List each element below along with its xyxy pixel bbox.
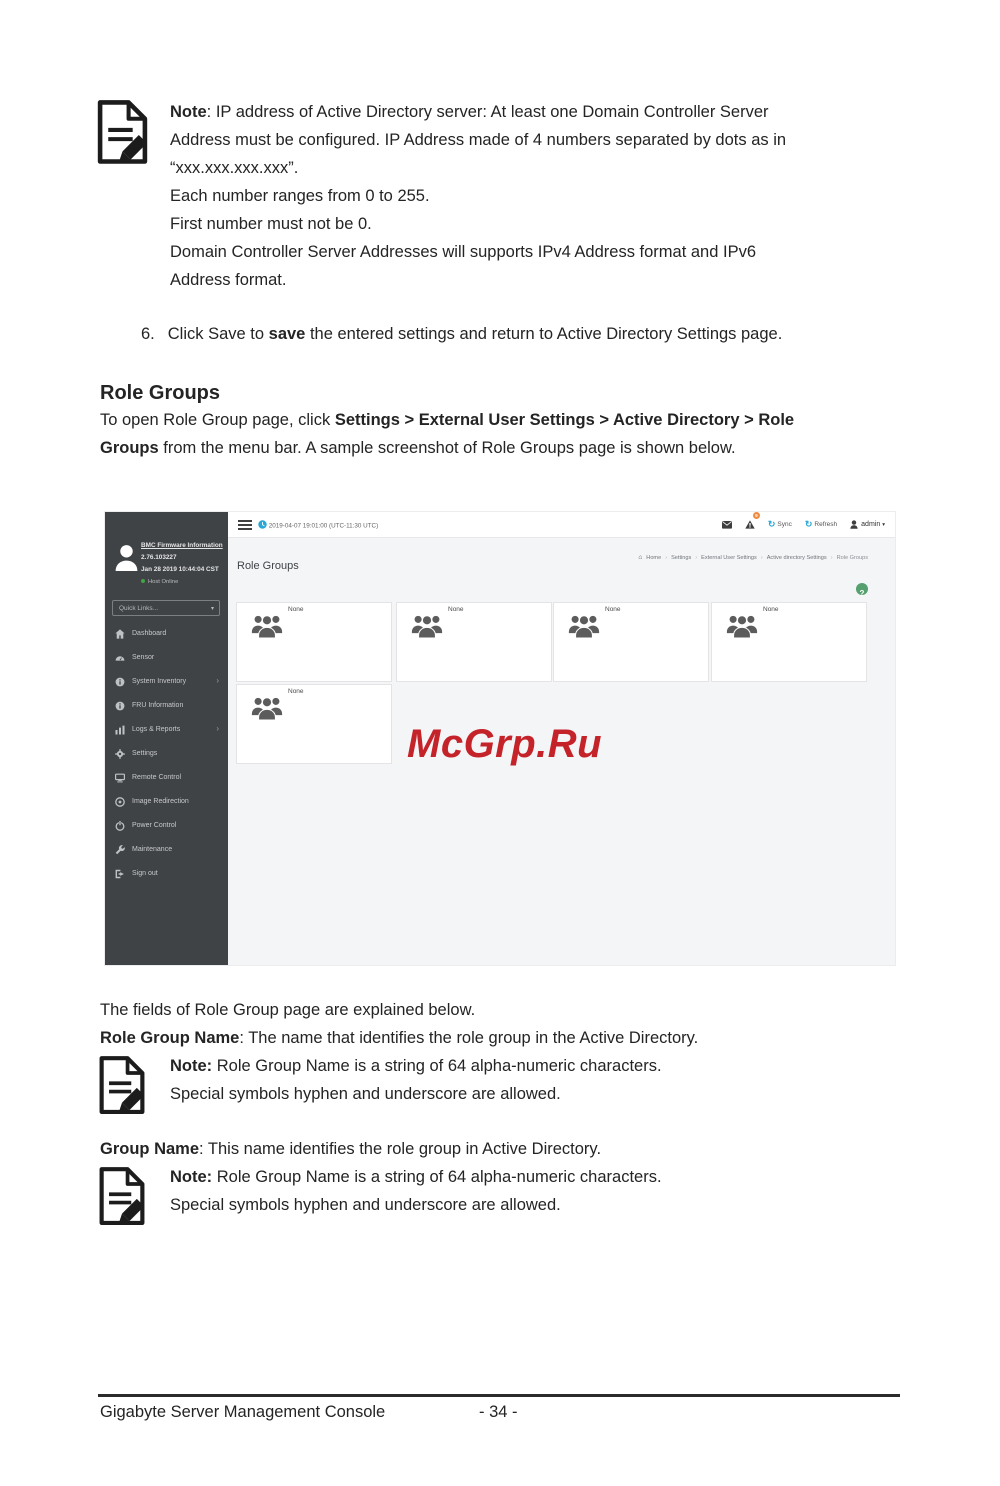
group-icon bbox=[568, 613, 600, 640]
breadcrumb-current: Role Groups bbox=[836, 554, 868, 561]
clock-icon bbox=[258, 520, 267, 529]
section-heading: Role Groups bbox=[100, 382, 221, 404]
fields-intro: The fields of Role Group page are explained below. bbox=[100, 1001, 476, 1019]
host-online-dot bbox=[141, 579, 145, 583]
page-title: Role Groups bbox=[237, 560, 299, 572]
sidebar-item-maintenance[interactable]: Maintenance bbox=[105, 838, 228, 862]
home-icon bbox=[638, 554, 642, 561]
breadcrumb-separator bbox=[665, 555, 667, 561]
sidebar-item-settings[interactable]: Settings bbox=[105, 742, 228, 766]
breadcrumb bbox=[638, 554, 868, 561]
firmware-info-link[interactable]: BMC Firmware Information bbox=[141, 542, 223, 549]
gauge-icon bbox=[115, 653, 125, 663]
role-group-card[interactable]: None bbox=[711, 602, 867, 682]
group-name-line: Group Name: This name identifies the role group in Active Directory. bbox=[100, 1140, 602, 1158]
mail-icon[interactable] bbox=[722, 521, 732, 529]
note1-line4: Each number ranges from 0 to 255. bbox=[170, 187, 430, 205]
sidebar-item-image-redirection[interactable]: Image Redirection bbox=[105, 790, 228, 814]
sidebar bbox=[105, 512, 228, 965]
breadcrumb-separator bbox=[831, 555, 833, 561]
wrench-icon bbox=[115, 845, 125, 855]
firmware-version: 2.76.103227 bbox=[141, 554, 177, 561]
help-button[interactable] bbox=[856, 583, 868, 595]
note2-line1: Note: Role Group Name is a string of 64 alpha-numeric characters. bbox=[170, 1057, 662, 1075]
sidebar-item-power-control[interactable]: Power Control bbox=[105, 814, 228, 838]
watermark: McGrp.Ru bbox=[407, 722, 603, 766]
footer-left: Gigabyte Server Management Console bbox=[100, 1403, 386, 1421]
breadcrumb-active-directory-settings[interactable]: Active directory Settings bbox=[766, 554, 827, 561]
alerts-button[interactable] bbox=[745, 512, 758, 534]
user-menu[interactable]: admin ▾ bbox=[850, 520, 885, 529]
section-intro-line1: To open Role Group page, click Settings > External User Settings > Active Directory > Role bbox=[100, 411, 795, 429]
disc-icon bbox=[115, 797, 125, 807]
embedded-screenshot bbox=[105, 512, 895, 965]
note3-line2: Special symbols hyphen and underscore are allowed. bbox=[170, 1196, 561, 1214]
info-icon bbox=[115, 677, 125, 687]
breadcrumb-settings[interactable]: Settings bbox=[671, 554, 692, 561]
note1-line3: “xxx.xxx.xxx.xxx”. bbox=[170, 159, 299, 177]
bar-chart-icon bbox=[115, 725, 125, 735]
note1-line2: Address must be configured. IP Address made of 4 numbers separated by dots as in bbox=[170, 131, 787, 149]
breadcrumb-home[interactable]: Home bbox=[646, 554, 662, 561]
role-group-name-line: Role Group Name: The name that identifies the role group in the Active Directory. bbox=[100, 1029, 699, 1047]
note2-line2: Special symbols hyphen and underscore are allowed. bbox=[170, 1085, 561, 1103]
alert-count-badge: 9 bbox=[753, 512, 760, 519]
step-6: 6. Click Save to save the entered settings and return to Active Directory Settings page. bbox=[141, 325, 783, 343]
sidebar-item-sensor[interactable]: Sensor bbox=[105, 646, 228, 670]
sidebar-item-sign-out[interactable]: Sign out bbox=[105, 862, 228, 886]
footer-page-number: - 34 - bbox=[479, 1403, 518, 1421]
note1-line7: Address format. bbox=[170, 271, 287, 289]
sidebar-item-logs-reports[interactable]: Logs & Reports bbox=[105, 718, 228, 742]
role-group-card[interactable]: None bbox=[396, 602, 552, 682]
sync-icon: ↻ bbox=[767, 519, 776, 529]
role-group-card[interactable]: None bbox=[236, 602, 392, 682]
note1-line1: Note: IP address of Active Directory server: At least one Domain Controller Server bbox=[170, 103, 769, 121]
topbar bbox=[228, 512, 895, 538]
sidebar-item-dashboard[interactable]: Dashboard bbox=[105, 622, 228, 646]
breadcrumb-separator bbox=[695, 555, 697, 561]
gear-icon bbox=[115, 749, 125, 759]
sync-button[interactable]: ↻ Sync bbox=[767, 519, 792, 529]
power-icon bbox=[115, 821, 125, 831]
sidebar-item-remote-control[interactable]: Remote Control bbox=[105, 766, 228, 790]
firmware-date: Jan 28 2019 10:44:04 CST bbox=[141, 566, 219, 573]
avatar bbox=[114, 543, 139, 572]
sign-out-icon bbox=[115, 869, 125, 879]
sidebar-item-system-inventory[interactable]: System Inventory bbox=[105, 670, 228, 694]
monitor-icon bbox=[115, 773, 125, 783]
refresh-icon: ↻ bbox=[804, 519, 813, 529]
group-icon bbox=[251, 695, 283, 722]
section-intro-line2: Groups from the menu bar. A sample screenshot of Role Groups page is shown below. bbox=[100, 439, 736, 457]
host-status: Host Online bbox=[141, 579, 178, 585]
group-icon bbox=[251, 613, 283, 640]
info-icon bbox=[115, 701, 125, 711]
refresh-button[interactable]: ↻ Refresh bbox=[804, 519, 838, 529]
warning-icon bbox=[745, 520, 755, 529]
user-icon bbox=[850, 520, 858, 529]
note1-line5: First number must not be 0. bbox=[170, 215, 372, 233]
menu-toggle-icon[interactable] bbox=[238, 520, 252, 530]
note-icon bbox=[97, 1053, 147, 1119]
quick-links-select[interactable]: Quick Links... ▾ bbox=[112, 600, 220, 616]
footer-rule bbox=[98, 1394, 900, 1397]
group-icon bbox=[411, 613, 443, 640]
role-group-card[interactable]: None bbox=[236, 684, 392, 764]
note1-line6: Domain Controller Server Addresses will supports IPv4 Address format and IPv6 bbox=[170, 243, 757, 261]
note-icon bbox=[95, 99, 150, 167]
role-group-card[interactable]: None bbox=[553, 602, 709, 682]
datetime: 2019-04-07 19:01:00 (UTC-11:30 UTC) bbox=[258, 520, 378, 530]
sidebar-item-fru-information[interactable]: FRU Information bbox=[105, 694, 228, 718]
group-icon bbox=[726, 613, 758, 640]
home-icon bbox=[115, 629, 125, 639]
content-area bbox=[228, 538, 895, 965]
note3-line1: Note: Role Group Name is a string of 64 alpha-numeric characters. bbox=[170, 1168, 662, 1186]
breadcrumb-separator bbox=[761, 555, 763, 561]
note-icon bbox=[97, 1164, 147, 1230]
breadcrumb-external-user-settings[interactable]: External User Settings bbox=[701, 554, 757, 561]
